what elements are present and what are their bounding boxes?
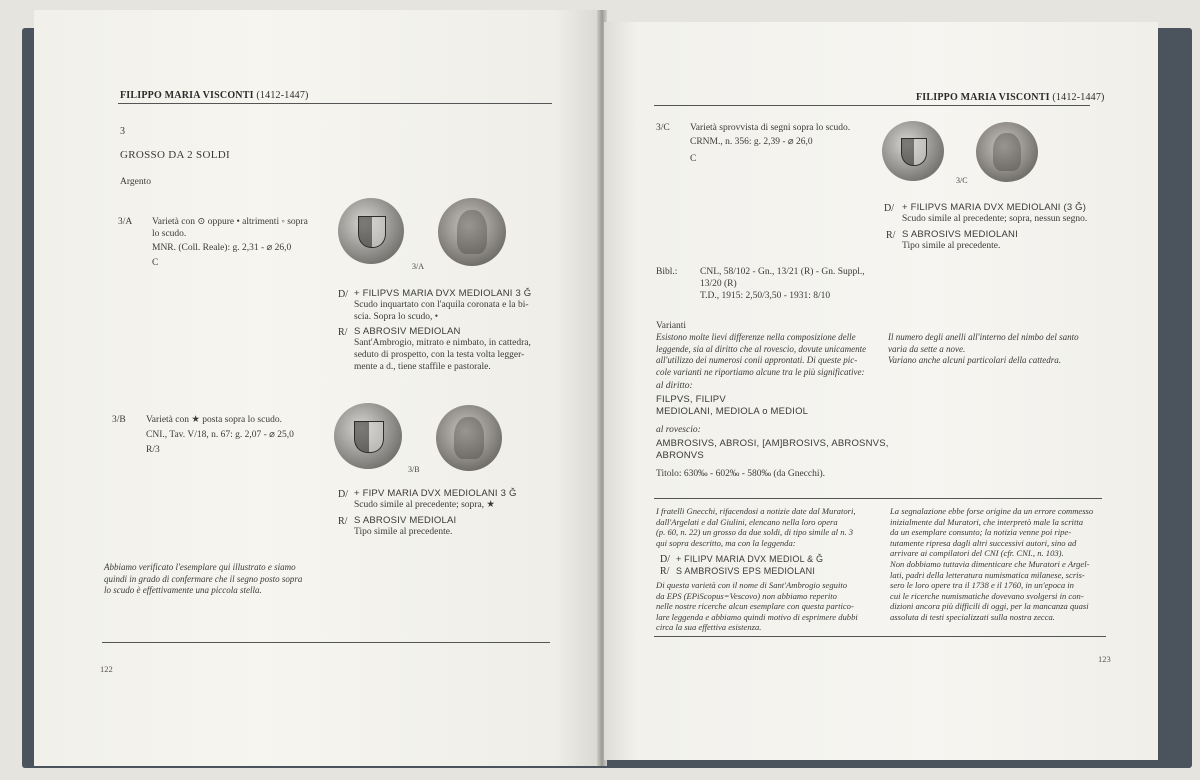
rarity: R/3 — [146, 445, 160, 455]
saint-figure-icon — [457, 210, 487, 254]
saint-figure-icon — [993, 133, 1020, 171]
note-line: La segnalazione ebbe forse origine da un errore commesso — [890, 506, 1094, 516]
variety-id: 3/C — [656, 123, 670, 133]
note-line: quindi in grado di confermare che il segno posto sopra — [104, 573, 303, 584]
obverse-block — [902, 202, 1122, 225]
note-line: dall'Argelati e dal Giulini, elencano nella loro opera — [656, 516, 838, 527]
header-title: FILIPPO MARIA VISCONTI — [916, 92, 1050, 103]
coin-3a-obverse-image — [338, 198, 404, 264]
running-header — [916, 92, 1105, 103]
notes-column-right — [890, 506, 1104, 623]
desc-line: Varietà con ★ posta sopra lo scudo. — [146, 415, 282, 425]
rovescio-list — [656, 438, 889, 462]
obverse-desc: Scudo inquartato con l'aquila coronata e la bi- — [354, 300, 529, 310]
variety-description — [690, 122, 890, 165]
diritto-list — [656, 394, 808, 418]
coin-3b-reverse-image — [436, 405, 502, 471]
reverse-desc: Sant'Ambrogio, mitrato e nimbato, in cattedra, — [354, 338, 531, 348]
coin-3c-reverse-image — [976, 122, 1038, 182]
al-diritto-label: al diritto: — [656, 381, 693, 391]
text-line: leggende, sia al diritto che al rovescio, dovute unicamente — [656, 343, 867, 354]
header-rule — [654, 105, 1090, 106]
rarity: C — [690, 154, 697, 164]
shield-icon — [358, 216, 386, 247]
reverse-block — [354, 326, 558, 373]
reverse-block — [902, 229, 1102, 252]
saint-figure-icon — [454, 417, 483, 459]
note-line: (p. 60, n. 22) un grosso da due soldi, di tipo simile al n. 3 — [656, 527, 854, 538]
note-line: circa la sua effettiva esistenza. — [656, 622, 762, 633]
note-line: sero le loro opere tra il 1738 e il 1760, in un'epoca in — [890, 580, 1074, 591]
obverse-symbol: D/ — [660, 554, 670, 565]
note-line: Non dobbiamo tuttavia dimenticare che Muratori e Argel- — [890, 558, 1090, 569]
desc-line: Varietà sprovvista di segni sopra lo scudo. — [690, 123, 851, 133]
obverse-block — [354, 288, 554, 323]
coin-3c-obverse-image — [882, 121, 944, 181]
reverse-desc: Tipo simile al precedente. — [354, 527, 453, 537]
variant-legend: ABRONVS — [656, 450, 704, 461]
reverse-desc: Tipo simile al precedente. — [902, 241, 1001, 251]
variety-id: 3/B — [112, 415, 126, 425]
text-line: all'utilizzo dei numerosi conii approntati. Di queste pic- — [656, 355, 858, 365]
page-number: 123 — [1098, 654, 1111, 664]
running-header — [120, 90, 309, 101]
obverse-symbol: D/ — [884, 203, 894, 214]
shield-icon — [354, 421, 383, 452]
reference: CNI., Tav. V/18, n. 67: g. 2,07 - ⌀ 25,0 — [146, 430, 294, 440]
note-line: tutamente ripresa dagli altri successivi autori, sino ad — [890, 537, 1077, 548]
verification-note — [104, 562, 354, 597]
obverse-desc: scia. Sopra lo scudo, • — [354, 312, 439, 322]
note-line: lati, padri della letteratura numismatica milanese, scris- — [890, 569, 1085, 580]
notes-column-left — [656, 506, 876, 548]
coin-label: 3/C — [956, 176, 968, 185]
note-line: dizioni ancora più difficili di oggi, per la mancanza quasi — [890, 601, 1089, 612]
divider-rule — [654, 498, 1102, 499]
coin-label: 3/A — [412, 262, 424, 271]
bibliography — [700, 266, 900, 302]
shield-icon — [901, 138, 928, 166]
reference: MNR. (Coll. Reale): g. 2,31 - ⌀ 26,0 — [152, 243, 292, 253]
note-line: qui sopra descritto, ma con la leggenda: — [656, 537, 796, 548]
note-line: assoluta di testi specializzati sulla nostra zecca. — [890, 611, 1055, 622]
header-years: (1412-1447) — [256, 90, 309, 101]
left-page — [34, 10, 600, 766]
header-rule — [118, 103, 552, 104]
note-line: arrivare ai compilatori del CNI (cfr. CNI., n. 103). — [890, 548, 1064, 559]
obverse-symbol: D/ — [338, 289, 348, 300]
header-title: FILIPPO MARIA VISCONTI — [120, 90, 254, 101]
varianti-side-note — [888, 332, 1098, 367]
note-line: lo scudo è effettivamente una piccola stella. — [104, 585, 262, 595]
header-years: (1412-1447) — [1052, 92, 1105, 103]
varianti-title: Varianti — [656, 321, 687, 331]
coin-3b-obverse-image — [334, 403, 402, 469]
text-line: Variano anche alcuni particolari della cattedra. — [888, 355, 1061, 365]
desc-line: lo scudo. — [152, 229, 187, 239]
reverse-legend: S AMBROSIVS EPS MEDIOLANI — [676, 566, 816, 576]
obverse-legend: + FILIPVS MARIA DVX MEDIOLANI 3 Ǧ — [354, 288, 532, 299]
note-line: nelle nostre ricerche alcun esemplare con questa partico- — [656, 601, 854, 612]
reverse-symbol: R/ — [338, 327, 348, 338]
reverse-legend: S ABROSIVS MEDIOLANI — [902, 229, 1018, 240]
reverse-symbol: R/ — [660, 566, 670, 577]
note-line: lare leggenda e abbiamo quindi motivo di esprimere dubbi — [656, 611, 858, 622]
bibliography-line: T.D., 1915: 2,50/3,50 - 1931: 8/10 — [700, 291, 831, 301]
variety-description — [146, 414, 326, 456]
coin-label: 3/B — [408, 465, 420, 474]
metal-label: Argento — [120, 177, 151, 187]
bibliography-line: CNL, 58/102 - Gn., 13/21 (R) - Gn. Suppl., — [700, 267, 865, 277]
variant-legend: AMBROSIVS, ABROSI, [AM]BROSIVS, ABROSNVS, — [656, 438, 889, 449]
bibliography-line: 13/20 (R) — [700, 279, 737, 289]
note-line: da un esemplare consunto; la notizia venne poi ripe- — [890, 527, 1072, 538]
obverse-legend: + FILIPVS MARIA DVX MEDIOLANI (3 Ǧ) — [902, 202, 1087, 213]
obverse-desc: Scudo simile al precedente; sopra, nessun segno. — [902, 214, 1088, 224]
note-line: inizialmente dal Muratori, che interpretò male la scritta — [890, 516, 1084, 527]
note-line: I fratelli Gnecchi, rifacendosi a notizie date dal Muratori, — [656, 506, 856, 516]
note-line: Abbiamo verificato l'esemplare qui illustrato e siamo — [104, 562, 296, 572]
text-line: cole varianti ne riportiamo alcune tra le più significative: — [656, 366, 865, 377]
bibliography-label: Bibl.: — [656, 267, 678, 277]
variant-legend: FILPVS, FILIPV — [656, 394, 726, 405]
obverse-desc: Scudo simile al precedente; sopra, ★ — [354, 500, 495, 510]
footer-rule — [102, 642, 550, 643]
coin-3a-reverse-image — [438, 198, 506, 266]
desc-line: Varietà con ⊙ oppure • altrimenti ◦ sopra — [152, 217, 308, 227]
note-line: da EPS (EPiScopus=Vescovo) non abbiamo reperito — [656, 590, 837, 601]
note-line: Di questa varietà con il nome di Sant'Ambrogio seguito — [656, 580, 848, 590]
al-rovescio-label: al rovescio: — [656, 425, 701, 435]
coin-type-title: GROSSO DA 2 SOLDI — [120, 149, 230, 161]
reverse-desc: mente a d., tiene staffile e pastorale. — [354, 362, 491, 372]
text-line: Il numero degli anelli all'interno del nimbo del santo — [888, 332, 1079, 342]
obverse-legend: + FIPV MARIA DVX MEDIOLANI 3 Ǧ — [354, 488, 517, 499]
obverse-symbol: D/ — [338, 489, 348, 500]
rarity: C — [152, 258, 159, 268]
reverse-block — [354, 515, 554, 538]
varianti-text — [656, 332, 896, 378]
page-number: 122 — [100, 664, 113, 674]
reverse-desc: seduto di prospetto, con la testa volta legger- — [354, 350, 525, 360]
text-line: varia da sette a nove. — [888, 343, 966, 354]
reference: CRNM., n. 356: g. 2,39 - ⌀ 26,0 — [690, 137, 813, 147]
notes-column-left-2 — [656, 580, 878, 633]
footer-rule — [654, 636, 1106, 637]
reverse-legend: S ABROSIV MEDIOLAI — [354, 515, 457, 526]
right-page — [604, 22, 1158, 760]
reverse-symbol: R/ — [886, 230, 896, 241]
fineness: Titolo: 630‰ - 602‰ - 580‰ (da Gnecchi). — [656, 469, 826, 479]
variant-legend: MEDIOLANI, MEDIOLA o MEDIOL — [656, 406, 809, 417]
reverse-symbol: R/ — [338, 516, 348, 527]
obverse-legend: + FILIPV MARIA DVX MEDIOL & Ǧ — [676, 554, 824, 564]
section-number: 3 — [120, 126, 125, 137]
variety-description — [152, 216, 322, 269]
note-line: cui le ricerche numismatiche dovevano svolgersi in con- — [890, 590, 1084, 601]
obverse-block — [354, 488, 554, 511]
variety-id: 3/A — [118, 217, 133, 227]
text-line: Esistono molte lievi differenze nella composizione delle — [656, 332, 856, 342]
reverse-legend: S ABROSIV MEDIOLAN — [354, 326, 461, 337]
